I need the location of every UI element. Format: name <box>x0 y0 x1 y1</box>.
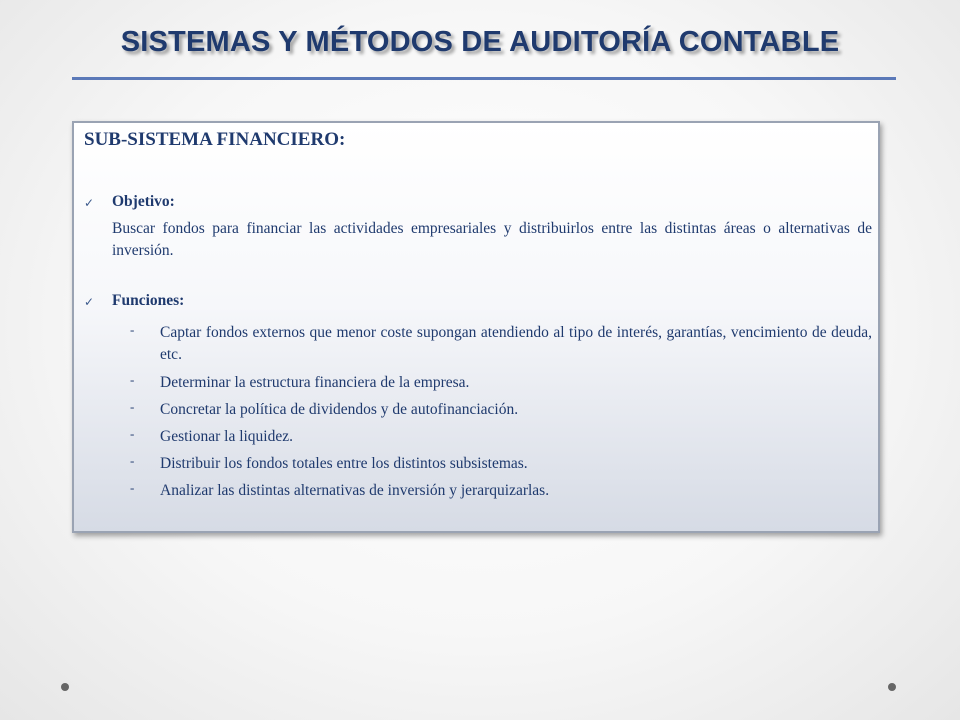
list-item-text: Captar fondos externos que menor coste supongan atendiendo al tipo de interés, garantías, vencimiento de deuda, etc. <box>160 324 872 363</box>
title-underline <box>72 77 896 80</box>
list-item-text: Concretar la política de dividendos y de autofinanciación. <box>160 401 519 418</box>
dash-bullet: - <box>130 322 135 337</box>
dash-bullet: - <box>130 399 135 414</box>
list-item-text: Distribuir los fondos totales entre los distintos subsistemas. <box>160 455 528 472</box>
content-box <box>72 121 880 533</box>
slide-title: SISTEMAS Y MÉTODOS DE AUDITORÍA CONTABLE <box>120 26 840 58</box>
section-heading: SUB-SISTEMA FINANCIERO: <box>84 129 346 150</box>
checkmark-icon: ✓ <box>84 196 95 210</box>
decorative-dot-left <box>61 683 69 691</box>
checkmark-icon: ✓ <box>84 295 95 309</box>
list-item-text: Gestionar la liquidez. <box>160 428 293 445</box>
dash-bullet: - <box>130 426 135 441</box>
dash-bullet: - <box>130 480 135 495</box>
objetivo-label: Objetivo: <box>112 193 175 210</box>
list-item-text: Determinar la estructura financiera de la empresa. <box>160 374 470 391</box>
dash-bullet: - <box>130 372 135 387</box>
decorative-dot-right <box>888 683 896 691</box>
dash-bullet: - <box>130 453 135 468</box>
list-item-text: Analizar las distintas alternativas de inversión y jerarquizarlas. <box>160 482 550 499</box>
objetivo-text: Buscar fondos para financiar las actividades empresariales y distribuirlos entre las distintas áreas o alternativas de inversión. <box>112 220 872 259</box>
funciones-label: Funciones: <box>112 292 185 309</box>
